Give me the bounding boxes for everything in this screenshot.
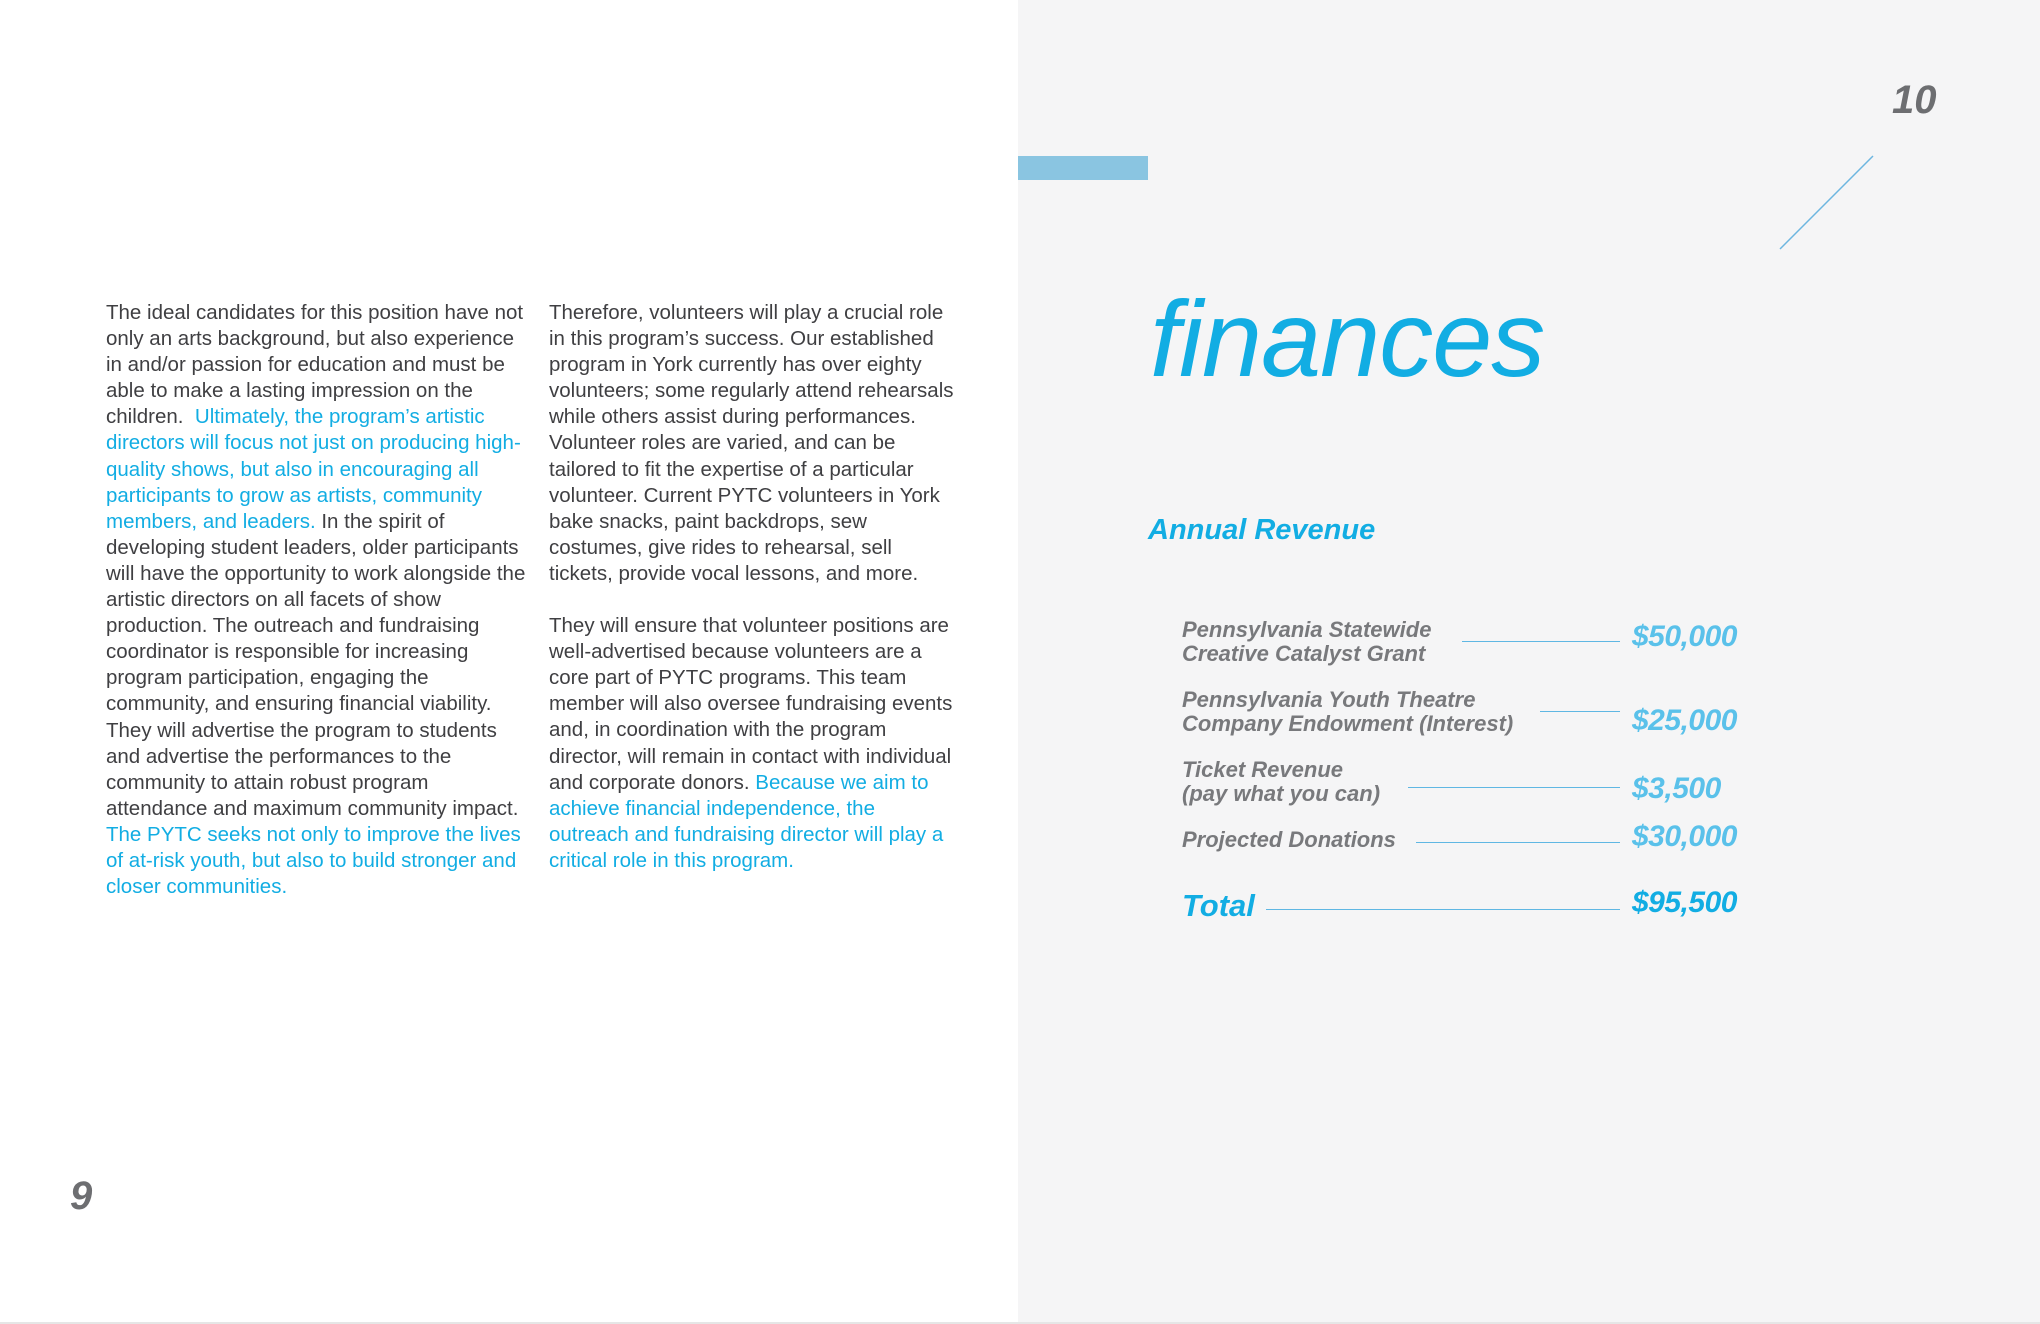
revenue-amount: $30,000 xyxy=(1632,820,1737,853)
leader-line xyxy=(1462,641,1620,642)
text-column-2 xyxy=(549,300,959,874)
revenue-amount: $25,000 xyxy=(1632,704,1737,737)
diagonal-accent-line xyxy=(1770,150,1875,252)
revenue-amount: $50,000 xyxy=(1632,620,1737,653)
leader-line xyxy=(1416,842,1620,843)
leader-line xyxy=(1408,787,1620,788)
revenue-label: Pennsylvania Statewide Creative Catalyst Grant xyxy=(1182,617,1432,666)
column2-paragraph-2: They will ensure that volunteer positions are well-advertised because volunteers are a core part of PYTC programs. This team member will also oversee fundraising events and, in coordination with the program director, will remain in contact with individual and corporate donors. Because we aim to achieve financial independence, the outreach and fundraising director will play a critical role in this program. xyxy=(549,614,953,872)
highlight-text: Ultimately, the program’s artistic directors will focus not just on producing high-quality shows, but also in encouraging all participants to grow as artists, community members, and leaders. xyxy=(106,405,521,533)
highlight-text: Because we aim to achieve financial independence, the outreach and fundraising director will play a critical role in this program. xyxy=(549,770,944,872)
leader-line xyxy=(1266,909,1620,910)
column1-paragraph: The ideal candidates for this position have not only an arts background, but also experience in and/or passion for education and must be able to make a lasting impression on the children. Ultimately, the program’s artistic directors will focus not just on producing high-quality shows, but also in encouraging all participants to grow as artists, community members, and leaders. In the spirit of developing student leaders, older participants will have the opportunity to work alongside the artistic directors on all facets of show production. The outreach and fundraising coordinator is responsible for increasing program participation, engaging the community, and ensuring financial viability. They will advertise the program to students and advertise the performances to the community to attain robust program attendance and maximum community impact. The PYTC seeks not only to improve the lives of at-risk youth, but also to build stronger and closer communities. xyxy=(106,301,526,899)
section-title: finances xyxy=(1150,278,1545,399)
highlight-text: The PYTC seeks not only to improve the lives of at-risk youth, but also to build stronger and closer communities. xyxy=(106,822,521,899)
total-label: Total xyxy=(1182,888,1255,923)
page-number-left: 9 xyxy=(70,1174,93,1218)
revenue-amount: $3,500 xyxy=(1632,772,1721,805)
leader-line xyxy=(1540,711,1620,712)
revenue-label: Projected Donations xyxy=(1182,827,1396,852)
right-page xyxy=(1018,0,2040,1324)
left-page xyxy=(0,0,1018,1324)
text-column-1 xyxy=(106,300,526,900)
annual-revenue-heading: Annual Revenue xyxy=(1148,514,1376,546)
revenue-label: Ticket Revenue (pay what you can) xyxy=(1182,757,1381,806)
accent-bar xyxy=(1018,156,1148,180)
revenue-label: Pennsylvania Youth Theatre Company Endowment (Interest) xyxy=(1182,687,1514,736)
page-number-right: 10 xyxy=(1892,78,1937,122)
column2-paragraph-1: Therefore, volunteers will play a crucial role in this program’s success. Our established program in York currently has over eighty volunteers; some regularly attend rehearsals while others assist during performances. Volunteer roles are varied, and can be tailored to fit the expertise of a particular volunteer. Current PYTC volunteers in York bake snacks, paint backdrops, sew costumes, give rides to rehearsal, sell tickets, provide vocal lessons, and more. xyxy=(549,301,954,585)
total-amount: $95,500 xyxy=(1632,886,1737,919)
